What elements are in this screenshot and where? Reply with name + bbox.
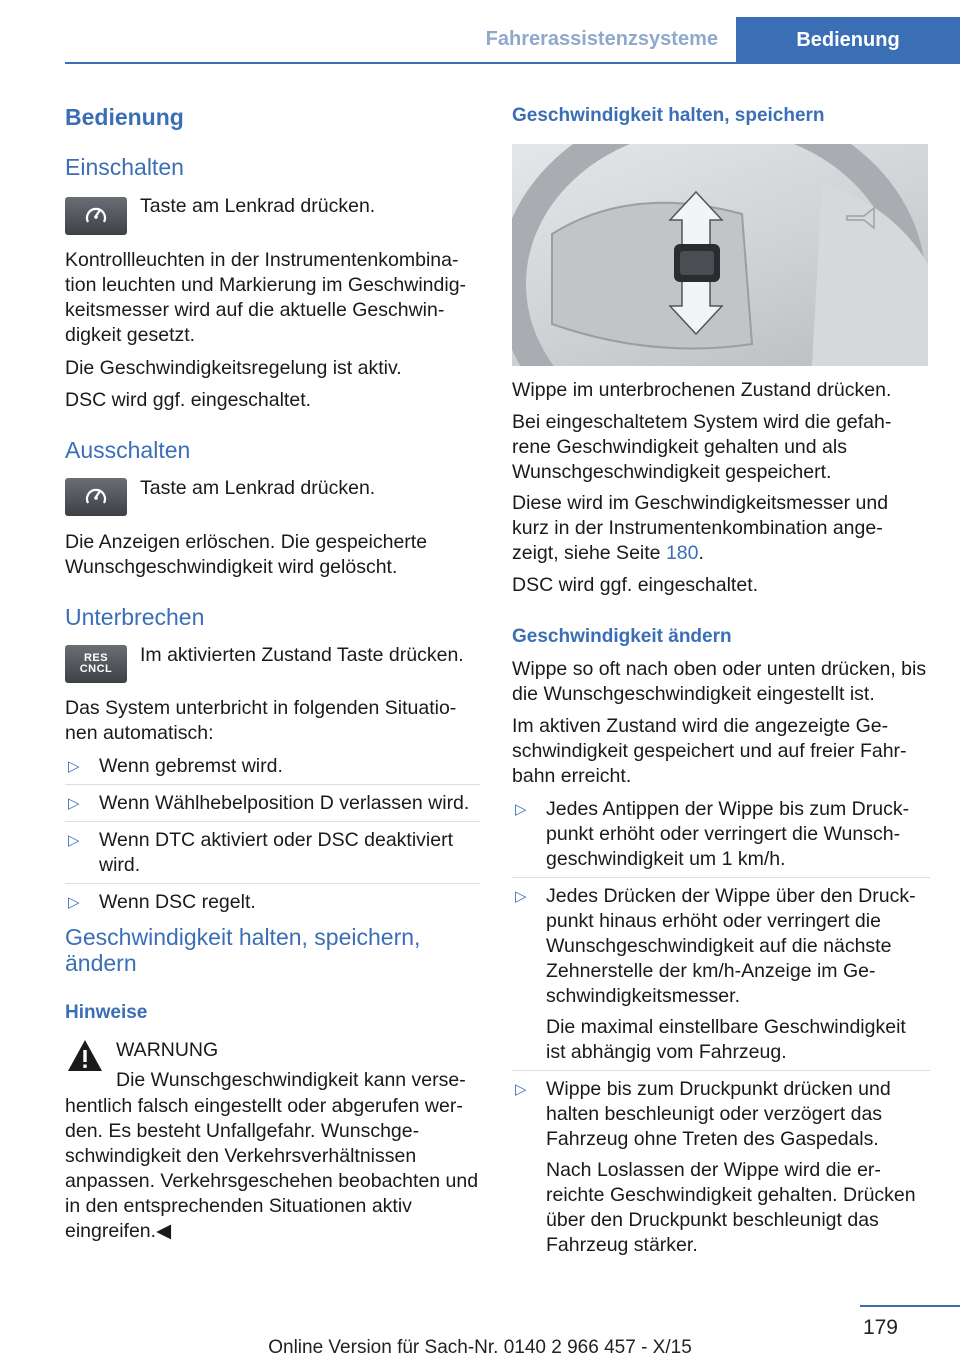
res-label: RES <box>83 652 109 664</box>
unterbrechen-text: Das System unterbricht in folgenden Situatio‐ nen automatisch: <box>65 697 457 744</box>
list-item: ▷ Wenn DSC regelt. <box>68 891 256 913</box>
triangle-bullet-icon: ▷ <box>515 801 527 818</box>
header-chapter-tab: Bedienung <box>736 17 960 63</box>
heading-halten: Geschwindigkeit halten, speichern, ändern <box>65 924 421 976</box>
triangle-bullet-icon: ▷ <box>515 888 527 905</box>
unterbrechen-list <box>65 754 480 915</box>
steering-wheel-rocker-photo <box>512 144 928 366</box>
einschalten-text-3: DSC wird ggf. eingeschaltet. <box>65 389 312 411</box>
list-item: ▷ Wenn DTC aktiviert oder DSC deaktiviert wird. <box>65 828 480 878</box>
einschalten-text-2: Die Geschwindigkeitsregelung ist aktiv. <box>65 357 402 379</box>
list-item: ▷ Jedes Drücken der Wippe über den Druck‐ punkt hinaus erhöht oder verringert die Wunschgeschwindigkeit auf die nächste Zehnerstelle der km/h-Anzeige im Ge‐ schwindigkeitsmesser. Die maximal einstellbare Geschwindigkeit ist abhängig vom Fahrzeug. <box>512 884 930 1065</box>
header-rule <box>65 62 960 64</box>
page-reference-link[interactable]: 180 <box>665 542 699 564</box>
cncl-label: CNCL <box>79 663 113 675</box>
footer-online-version: Online Version für Sach-Nr. 0140 2 966 457 - X/15 <box>268 1337 692 1358</box>
page-title: Bedienung <box>65 104 184 130</box>
ausschalten-key-text: Taste am Lenkrad drücken. <box>140 477 376 499</box>
halten-text-2: Bei eingeschaltetem System wird die gefah‐ rene Geschwindigkeit gehalten und als Wunschgeschwindigkeit gespeichert. <box>512 411 892 483</box>
cruise-control-button-icon <box>65 197 127 235</box>
aendern-text-1: Wippe so oft nach oben oder unten drücken, bis die Wunschgeschwindigkeit eingestellt ist. <box>512 658 927 705</box>
halten-text-4: DSC wird ggf. eingeschaltet. <box>512 574 759 596</box>
page-number: 179 <box>862 1316 898 1339</box>
cruise-control-button-icon <box>65 478 127 516</box>
aendern-text-2: Im aktiven Zustand wird die angezeigte Ge‐ schwindigkeit gespeichert und auf freier Fahr‐ bahn erreicht. <box>512 715 907 787</box>
list-item: ▷ Wenn Wählhebelposition D verlassen wird. <box>65 791 480 816</box>
heading-aendern: Geschwindigkeit ändern <box>512 626 732 647</box>
einschalten-text-1: Kontrollleuchten in der Instrumentenkombina‐ tion leuchten und Markierung im Geschwindig‐ keitsmesser wird auf die aktuelle Geschwin‐ digkeit gesetzt. <box>65 249 467 346</box>
triangle-bullet-icon: ▷ <box>515 1081 527 1098</box>
list-item: ▷ Wenn gebremst wird. <box>65 754 480 779</box>
list-item: ▷ Wippe bis zum Druckpunkt drücken und halten beschleunigt oder verzögert das Fahrzeug ohne Treten des Gaspedals. Nach Loslassen der Wippe wird die er‐ reichte Geschwindigkeit gehalten. Drücken über den Druckpunkt beschleunigt das Fahrzeug stärker. <box>515 1078 916 1256</box>
warning-lead: Die Wunschgeschwindigkeit kann verse‐ <box>116 1069 466 1091</box>
triangle-bullet-icon: ▷ <box>68 758 80 775</box>
heading-unterbrechen: Unterbrechen <box>65 604 205 630</box>
header-section: Fahrerassistenzsysteme <box>485 28 718 50</box>
list-item: ▷ Jedes Antippen der Wippe bis zum Druck‐ punkt erhöht oder verringert die Wunsch‐ geschwindigkeit um 1 km/h. <box>512 797 930 872</box>
triangle-bullet-icon: ▷ <box>68 894 80 911</box>
aendern-list <box>512 797 930 1258</box>
res-cncl-button-icon <box>65 645 127 683</box>
warning-text: hentlich falsch eingestellt oder abgerufen wer‐ den. Es besteht Unfallgefahr. Wunschge‐ schwindigkeit den Verkehrsverhältnissen anpassen. Verkehrsgeschehen beobachten und in den entsprechenden Situationen aktiv eingreifen.◀ <box>65 1095 479 1242</box>
heading-ausschalten: Ausschalten <box>65 437 191 463</box>
footer-rule <box>860 1305 960 1307</box>
einschalten-key-text: Taste am Lenkrad drücken. <box>140 195 376 217</box>
ausschalten-text: Die Anzeigen erlöschen. Die gespeicherte Wunschgeschwindigkeit wird gelöscht. <box>65 531 428 578</box>
warning-icon <box>65 1036 105 1076</box>
triangle-bullet-icon: ▷ <box>68 795 80 812</box>
unterbrechen-key-text: Im aktivierten Zustand Taste drücken. <box>140 644 464 666</box>
heading-hinweise: Hinweise <box>65 1002 148 1023</box>
halten-text-1: Wippe im unterbrochenen Zustand drücken. <box>512 379 892 401</box>
halten-text-3: Diese wird im Geschwindigkeitsmesser und kurz in der Instrumentenkombination ange‐ zeigt, siehe Seite 180. <box>512 492 889 564</box>
heading-halten-speichern: Geschwindigkeit halten, speichern <box>512 105 825 126</box>
warning-title: WARNUNG <box>116 1039 219 1061</box>
heading-einschalten: Einschalten <box>65 154 184 180</box>
triangle-bullet-icon: ▷ <box>68 832 80 849</box>
